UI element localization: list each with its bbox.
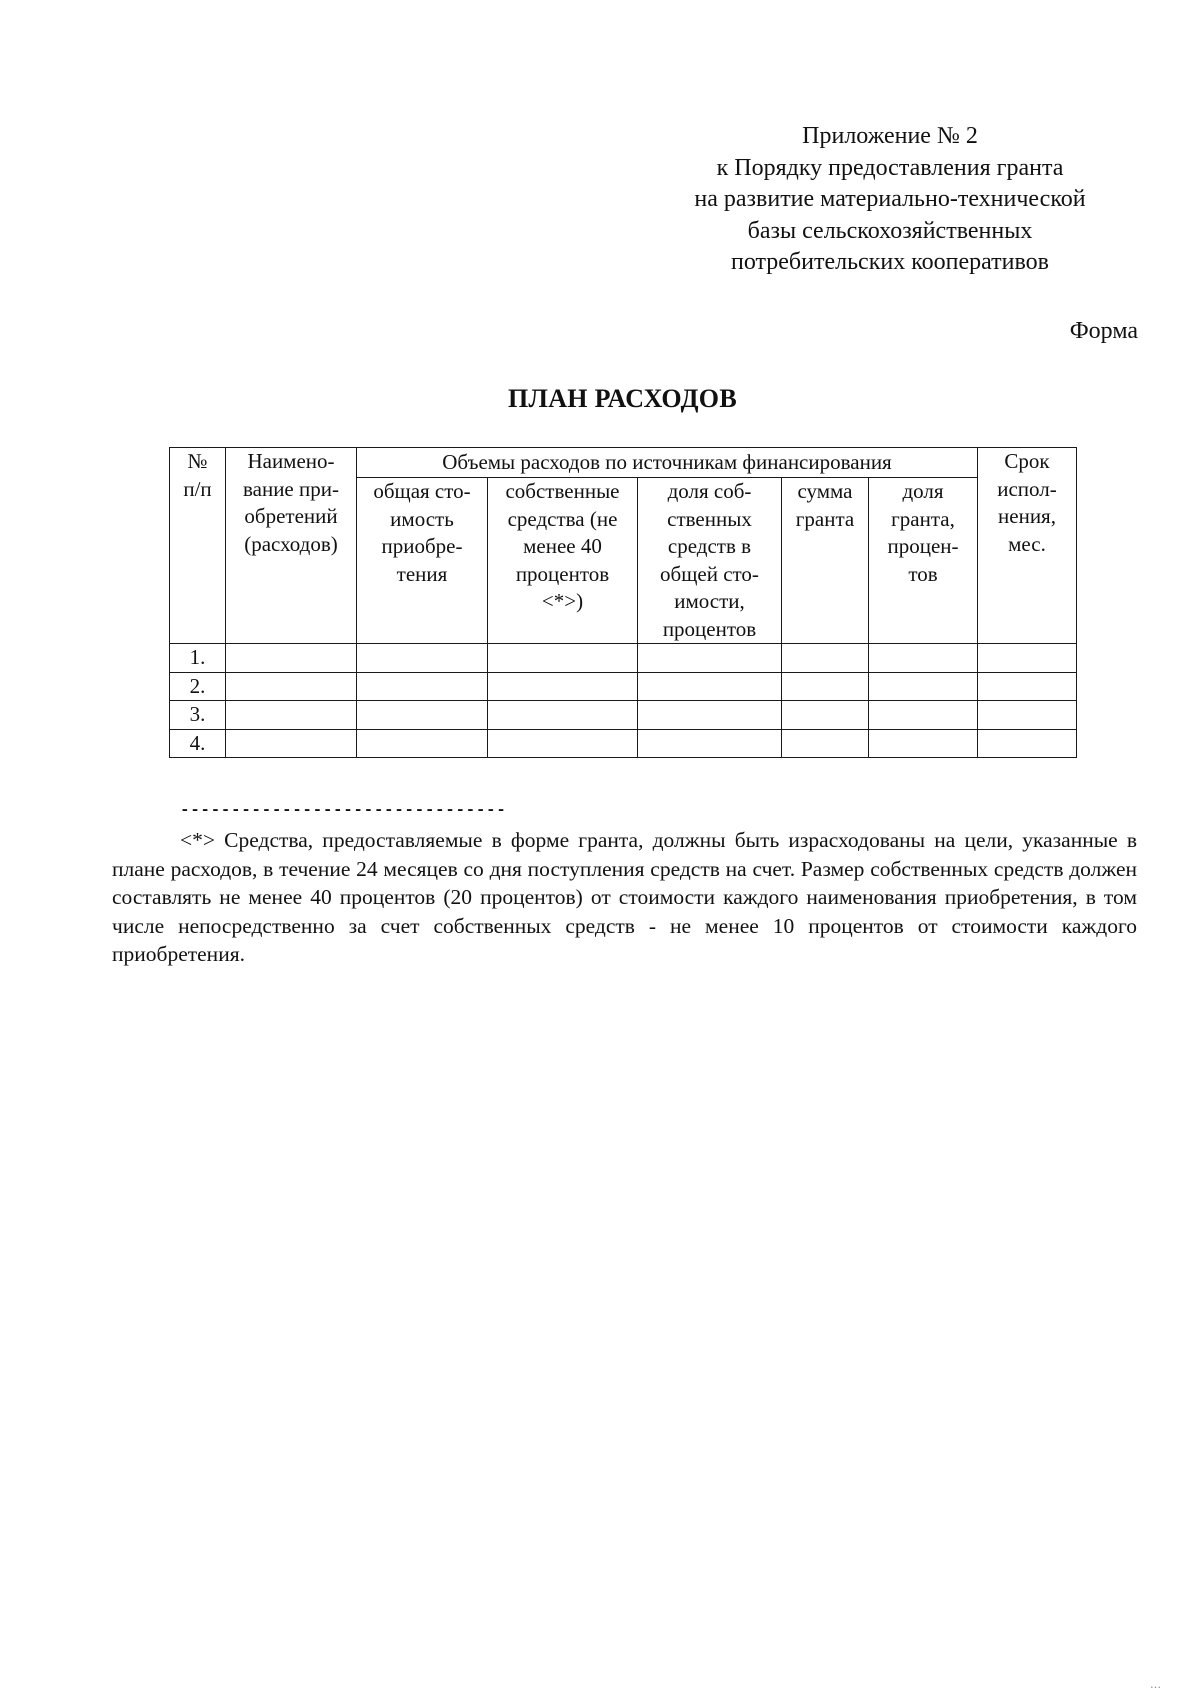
appendix-line: Приложение № 2 (802, 123, 978, 149)
table-cell (357, 644, 488, 673)
table-cell (638, 644, 782, 673)
row-number: 2. (170, 672, 226, 701)
table-cell (638, 672, 782, 701)
table-cell (869, 644, 978, 673)
table-cell (782, 701, 869, 730)
table-row (170, 644, 1077, 673)
form-label: Форма (1069, 318, 1138, 344)
header-grant-sum: сумма гранта (782, 478, 869, 644)
table-cell (488, 729, 638, 758)
table-cell (978, 644, 1077, 673)
appendix-line: базы сельскохозяйственных (747, 217, 1033, 244)
header-term: Срок испол- нения, мес. (978, 448, 1077, 644)
table-cell (869, 672, 978, 701)
appendix-line: к Порядку предоставления гранта (716, 154, 1064, 181)
footnote-separator: -------------------------------- (180, 801, 507, 819)
table-cell (488, 672, 638, 701)
document-title: ПЛАН РАСХОДОВ (508, 384, 737, 413)
table-cell (357, 729, 488, 758)
table-cell (978, 729, 1077, 758)
table-cell (782, 729, 869, 758)
appendix-line: потребительских кооперативов (730, 249, 1050, 275)
table-cell (488, 701, 638, 730)
table-cell (638, 729, 782, 758)
appendix-block (600, 121, 1180, 279)
header-own-funds: собственные средства (не менее 40 процентов <*>) (488, 478, 638, 644)
table-cell (226, 644, 357, 673)
table-row (170, 729, 1077, 758)
table-cell (357, 701, 488, 730)
table-cell (978, 701, 1077, 730)
header-total-cost: общая сто- имость приобре- тения (357, 478, 488, 644)
header-funding-group: Объемы расходов по источникам финансирования (357, 448, 978, 478)
footnote-text: <*> Средства, предоставляемые в форме гранта, должны быть израсходованы на цели, указанные в плане расходов, в течение 24 месяцев со дня поступления средств на счет. Размер собственных средств должен составлять не менее 40 процентов (20 процентов) от стоимости каждого наименования приобретения, в том числе непосредственно за счет собственных средств - не менее 10 процентов от стоимости каждого приобретения. (112, 828, 1137, 966)
row-number: 1. (170, 644, 226, 673)
table-cell (869, 701, 978, 730)
table-row (170, 672, 1077, 701)
table-cell (357, 672, 488, 701)
table-cell (488, 644, 638, 673)
header-grant-share: доля гранта, процен- тов (869, 478, 978, 644)
table-cell (978, 672, 1077, 701)
scan-mark: ‥․ (1150, 1678, 1162, 1691)
header-item-name: Наимено- вание при- обретений (расходов) (226, 448, 357, 644)
expense-plan-table (169, 447, 1077, 758)
row-number: 3. (170, 701, 226, 730)
table-cell (869, 729, 978, 758)
header-own-share: доля соб- ственных средств в общей сто- имости, процентов (638, 478, 782, 644)
table-cell (782, 644, 869, 673)
table-cell (782, 672, 869, 701)
header-number: № п/п (170, 448, 226, 644)
table-row (170, 701, 1077, 730)
row-number: 4. (170, 729, 226, 758)
table-cell (638, 701, 782, 730)
table-cell (226, 701, 357, 730)
table-cell (226, 729, 357, 758)
appendix-line: на развитие материально-технической (694, 186, 1086, 212)
table-cell (226, 672, 357, 701)
